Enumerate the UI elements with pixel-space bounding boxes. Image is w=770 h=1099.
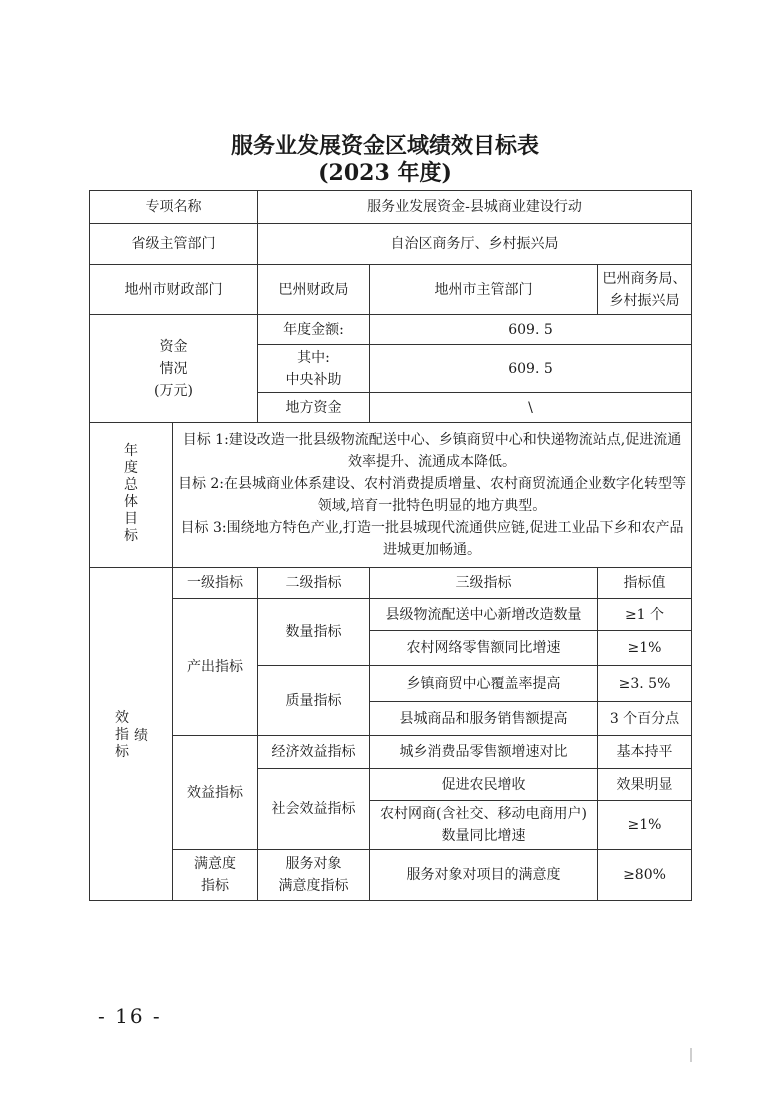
city-manager-value-line1: 巴州商务局、 [602, 270, 687, 287]
central-subsidy-label [258, 345, 370, 393]
document-title: 服务业发展资金区域绩效目标表 [230, 133, 539, 159]
indicators-label [90, 568, 173, 901]
indicators-label-char1: 效 [115, 710, 129, 726]
local-funds-value: \ [370, 393, 692, 423]
goals-label [90, 423, 173, 568]
funds-label-line2: 情况 [159, 360, 188, 377]
indicator-value: 3 个百分点 [598, 702, 692, 736]
document-subtitle: (2023 年度) [318, 160, 452, 186]
goals-content [173, 423, 692, 568]
indicator-value: ≥1 个 [598, 599, 692, 631]
indicators-label-char2: 绩 [134, 727, 148, 744]
indicator-name: 县级物流配送中心新增改造数量 [370, 599, 598, 631]
quantity-indicator-label: 数量指标 [258, 599, 370, 666]
benefit-indicator-label: 效益指标 [173, 736, 258, 850]
funds-label-line1: 资金 [159, 338, 188, 355]
central-subsidy-label-line1: 其中: [297, 349, 330, 366]
satisfaction-label-line1: 满意度 [194, 856, 236, 872]
indicator-value: 效果明显 [598, 769, 692, 801]
indicators-label-char3: 指标 [115, 727, 129, 760]
city-finance-label: 地州市财政部门 [90, 265, 258, 315]
city-finance-value: 巴州财政局 [258, 265, 370, 315]
quality-indicator-label: 质量指标 [258, 666, 370, 736]
indicator-name: 乡镇商贸中心覆盖率提高 [370, 666, 598, 702]
indicator-name: 城乡消费品零售额增速对比 [370, 736, 598, 769]
goals-row [90, 423, 692, 568]
header-level1: 一级指标 [173, 568, 258, 599]
social-benefit-label: 社会效益指标 [258, 769, 370, 850]
indicator-row [90, 850, 692, 901]
provincial-dept-row [90, 224, 692, 265]
satisfaction-indicator-label [173, 850, 258, 901]
header-value: 指标值 [598, 568, 692, 599]
goal-2: 目标 2:在县城商业体系建设、农村消费提质增量、农村商贸流通企业数字化转型等领域,培育一批特色明显的地方典型。 [177, 476, 687, 514]
funds-label [90, 315, 258, 423]
annual-amount-label: 年度金额: [258, 315, 370, 345]
project-row [90, 191, 692, 224]
city-dept-row [90, 265, 692, 315]
indicator-value: ≥3. 5% [598, 666, 692, 702]
goal-3: 目标 3:围绕地方特色产业,打造一批县城现代流通供应链,促进工业品下乡和农产品进城更加畅通。 [180, 520, 684, 558]
indicator-row [90, 599, 692, 631]
indicator-name-line1: 农村网商(含社交、移动电商用户) [380, 806, 587, 822]
indicator-value: ≥80% [598, 850, 692, 901]
annual-amount-value: 609. 5 [370, 315, 692, 345]
indicator-name-line2: 数量同比增速 [441, 828, 526, 844]
satisfaction-label-line2: 指标 [201, 878, 229, 894]
indicator-name: 农村网络零售额同比增速 [370, 631, 598, 666]
service-label-line2: 满意度指标 [278, 878, 349, 894]
central-subsidy-label-line2: 中央补助 [285, 371, 342, 388]
service-satisfaction-label [258, 850, 370, 901]
economic-benefit-label: 经济效益指标 [258, 736, 370, 769]
funds-annual-row [90, 315, 692, 345]
indicator-value: 基本持平 [598, 736, 692, 769]
central-subsidy-value: 609. 5 [370, 345, 692, 393]
indicator-value: ≥1% [598, 801, 692, 850]
page-number: - 16 - [98, 1004, 162, 1028]
indicator-name: 服务对象对项目的满意度 [370, 850, 598, 901]
indicator-name: 县城商品和服务销售额提高 [370, 702, 598, 736]
scan-mark [690, 1048, 692, 1062]
local-funds-label: 地方资金 [258, 393, 370, 423]
project-label: 专项名称 [90, 191, 258, 224]
indicator-name: 促进农民增收 [370, 769, 598, 801]
project-value: 服务业发展资金-县城商业建设行动 [258, 191, 692, 224]
provincial-dept-label: 省级主管部门 [90, 224, 258, 265]
service-label-line1: 服务对象 [285, 856, 342, 872]
header-level2: 二级指标 [258, 568, 370, 599]
city-manager-value-line2: 乡村振兴局 [609, 292, 680, 309]
goal-1: 目标 1:建设改造一批县级物流配送中心、乡镇商贸中心和快递物流站点,促进流通效率提升、流通成本降低。 [182, 432, 682, 470]
city-manager-label: 地州市主管部门 [370, 265, 598, 315]
city-manager-value [598, 265, 692, 315]
funds-label-line3: (万元) [154, 382, 193, 399]
indicator-header-row [90, 568, 692, 599]
provincial-dept-value: 自治区商务厅、乡村振兴局 [258, 224, 692, 265]
performance-target-table [89, 190, 692, 901]
goals-label-text: 年度总体目标 [124, 443, 138, 544]
indicator-name [370, 801, 598, 850]
header-level3: 三级指标 [370, 568, 598, 599]
output-indicator-label: 产出指标 [173, 599, 258, 736]
indicator-value: ≥1% [598, 631, 692, 666]
indicator-row [90, 736, 692, 769]
